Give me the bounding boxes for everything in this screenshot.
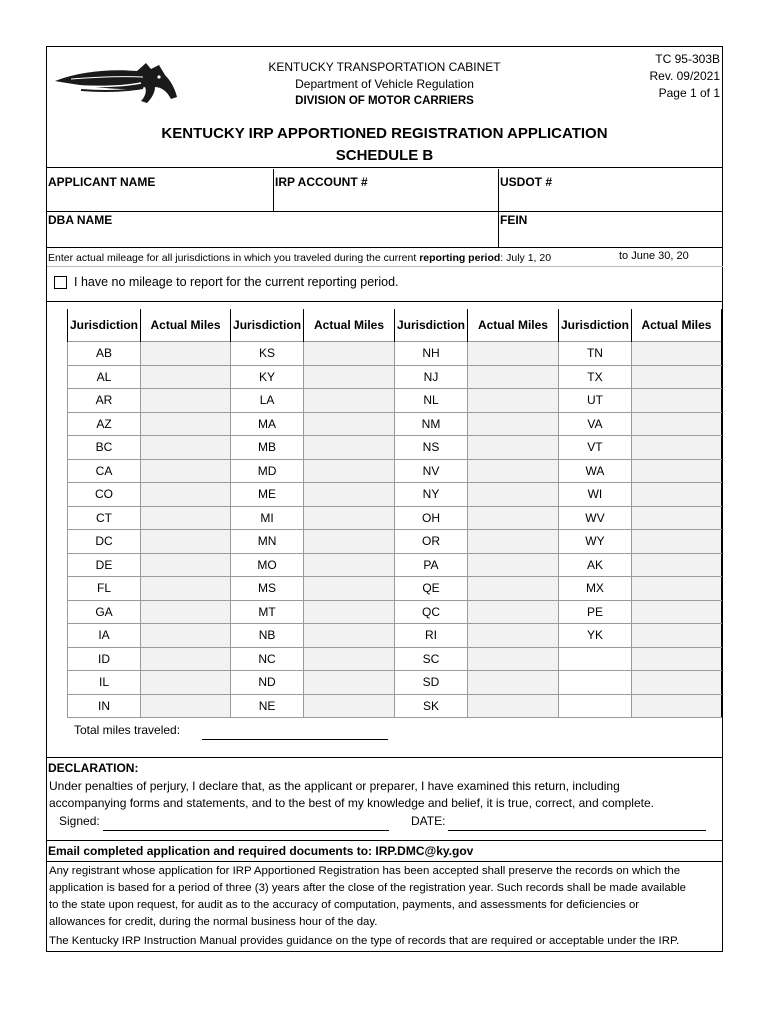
actual-miles-input[interactable]	[304, 694, 395, 718]
actual-miles-input[interactable]	[304, 436, 395, 460]
jurisdiction-code: MO	[231, 553, 304, 577]
no-mileage-label: I have no mileage to report for the current reporting period.	[74, 275, 399, 289]
actual-miles-input[interactable]	[631, 459, 721, 483]
form-title: KENTUCKY IRP APPORTIONED REGISTRATION APPLICATION	[161, 125, 608, 142]
actual-miles-input[interactable]	[141, 412, 231, 436]
jurisdiction-code: MB	[231, 436, 304, 460]
actual-miles-input[interactable]	[468, 694, 559, 718]
jurisdiction-code: OR	[394, 530, 467, 554]
jurisdiction-code: TX	[558, 365, 631, 389]
total-miles-label: Total miles traveled:	[74, 723, 181, 737]
jurisdiction-code: NS	[394, 436, 467, 460]
jurisdiction-code: AL	[68, 365, 141, 389]
col-jurisdiction-2: Jurisdiction	[231, 309, 304, 342]
actual-miles-input[interactable]	[304, 577, 395, 601]
actual-miles-input[interactable]	[304, 389, 395, 413]
actual-miles-input[interactable]	[631, 506, 721, 530]
table-row	[68, 577, 722, 601]
jurisdiction-code: MI	[231, 506, 304, 530]
jurisdiction-code: AR	[68, 389, 141, 413]
jurisdiction-code: NJ	[394, 365, 467, 389]
actual-miles-input[interactable]	[304, 624, 395, 648]
actual-miles-input[interactable]	[468, 459, 559, 483]
actual-miles-input[interactable]	[304, 530, 395, 554]
period-end-text: to June 30, 20	[619, 250, 689, 262]
records-paragraph-line-1: Any registrant whose application for IRP Apportioned Registration has been accepted shall preserve the records on which the	[49, 865, 681, 877]
actual-miles-input[interactable]	[141, 577, 231, 601]
jurisdiction-code: AZ	[68, 412, 141, 436]
actual-miles-input[interactable]	[141, 553, 231, 577]
jurisdiction-code: NM	[394, 412, 467, 436]
actual-miles-input[interactable]	[141, 506, 231, 530]
jurisdiction-code: RI	[394, 624, 467, 648]
actual-miles-input[interactable]	[141, 459, 231, 483]
jurisdiction-code: TN	[558, 342, 631, 366]
actual-miles-input[interactable]	[631, 694, 721, 718]
jurisdiction-code: NC	[231, 647, 304, 671]
jurisdiction-code: SK	[394, 694, 467, 718]
actual-miles-input[interactable]	[141, 342, 231, 366]
col-miles-1: Actual Miles	[141, 309, 231, 342]
table-row	[68, 553, 722, 577]
jurisdiction-code: NL	[394, 389, 467, 413]
records-paragraph-line-2: application is based for a period of three (3) years after the close of the registration year. Such records shall be made available	[49, 882, 686, 894]
jurisdiction-code: WI	[558, 483, 631, 507]
actual-miles-input[interactable]	[141, 436, 231, 460]
form-number: TC 95-303B	[655, 52, 720, 66]
jurisdiction-code: QC	[394, 600, 467, 624]
actual-miles-input[interactable]	[304, 365, 395, 389]
actual-miles-input[interactable]	[468, 647, 559, 671]
actual-miles-input[interactable]	[141, 624, 231, 648]
jurisdiction-code: ND	[231, 671, 304, 695]
actual-miles-input[interactable]	[468, 553, 559, 577]
signature-field[interactable]	[103, 830, 389, 831]
actual-miles-input[interactable]	[468, 600, 559, 624]
jurisdiction-code: DC	[68, 530, 141, 554]
jurisdiction-miles-table	[67, 309, 722, 718]
actual-miles-input[interactable]	[468, 389, 559, 413]
actual-miles-input[interactable]	[304, 506, 395, 530]
actual-miles-input[interactable]	[631, 553, 721, 577]
jurisdiction-code: LA	[231, 389, 304, 413]
col-miles-2: Actual Miles	[304, 309, 395, 342]
email-instruction: Email completed application and required documents to: IRP.DMC@ky.gov	[48, 844, 474, 858]
jurisdiction-code: AB	[68, 342, 141, 366]
mileage-instruction: Enter actual mileage for all jurisdictions in which you traveled during the current reporting period: July 1, 20	[48, 252, 552, 264]
actual-miles-input[interactable]	[141, 365, 231, 389]
irp-account-label: IRP ACCOUNT #	[275, 175, 368, 189]
form-subtitle: SCHEDULE B	[335, 147, 434, 164]
signed-label: Signed:	[59, 814, 100, 828]
actual-miles-input[interactable]	[468, 506, 559, 530]
table-row	[68, 436, 722, 460]
jurisdiction-code: AK	[558, 553, 631, 577]
applicant-name-label: APPLICANT NAME	[48, 175, 156, 189]
actual-miles-input[interactable]	[631, 647, 721, 671]
jurisdiction-code: MN	[231, 530, 304, 554]
table-row	[68, 412, 722, 436]
dba-name-label: DBA NAME	[48, 213, 113, 227]
actual-miles-input[interactable]	[304, 647, 395, 671]
actual-miles-input[interactable]	[141, 600, 231, 624]
actual-miles-input[interactable]	[631, 530, 721, 554]
records-paragraph-line-4: allowances for credit, during the normal business hour of the day.	[49, 916, 378, 928]
jurisdiction-code: IL	[68, 671, 141, 695]
actual-miles-input[interactable]	[141, 483, 231, 507]
jurisdiction-code: MS	[231, 577, 304, 601]
table-row	[68, 530, 722, 554]
declaration-line-2: accompanying forms and statements, and to the best of my knowledge and belief, it is true, correct, and complete.	[49, 796, 654, 810]
jurisdiction-code: VA	[558, 412, 631, 436]
usdot-label: USDOT #	[500, 175, 553, 189]
jurisdiction-code: CA	[68, 459, 141, 483]
agency-name: KENTUCKY TRANSPORTATION CABINET	[268, 60, 501, 74]
actual-miles-input[interactable]	[304, 342, 395, 366]
actual-miles-input[interactable]	[304, 553, 395, 577]
actual-miles-input[interactable]	[304, 671, 395, 695]
jurisdiction-code: CT	[68, 506, 141, 530]
actual-miles-input[interactable]	[468, 483, 559, 507]
table-row	[68, 365, 722, 389]
jurisdiction-code: IN	[68, 694, 141, 718]
jurisdiction-code: IA	[68, 624, 141, 648]
jurisdiction-code: KS	[231, 342, 304, 366]
actual-miles-input[interactable]	[631, 342, 721, 366]
actual-miles-input[interactable]	[468, 412, 559, 436]
actual-miles-input[interactable]	[304, 459, 395, 483]
table-row	[68, 624, 722, 648]
actual-miles-input[interactable]	[304, 483, 395, 507]
actual-miles-input[interactable]	[631, 412, 721, 436]
actual-miles-input[interactable]	[141, 694, 231, 718]
col-jurisdiction-1: Jurisdiction	[68, 309, 141, 342]
jurisdiction-code: QE	[394, 577, 467, 601]
actual-miles-input[interactable]	[468, 577, 559, 601]
jurisdiction-code: CO	[68, 483, 141, 507]
no-mileage-checkbox[interactable]	[54, 276, 67, 289]
jurisdiction-code: PE	[558, 600, 631, 624]
actual-miles-input[interactable]	[631, 577, 721, 601]
col-jurisdiction-3: Jurisdiction	[394, 309, 467, 342]
records-paragraph-line-3: to the state upon request, for audit as to the accuracy of computation, payments, and assessments for deficiencies or	[49, 899, 640, 911]
actual-miles-input[interactable]	[141, 647, 231, 671]
table-row	[68, 389, 722, 413]
jurisdiction-code	[558, 647, 631, 671]
jurisdiction-code	[558, 671, 631, 695]
actual-miles-input[interactable]	[468, 365, 559, 389]
table-row	[68, 506, 722, 530]
jurisdiction-code: NE	[231, 694, 304, 718]
col-miles-3: Actual Miles	[468, 309, 559, 342]
fein-label: FEIN	[500, 213, 528, 227]
table-row	[68, 459, 722, 483]
jurisdiction-code: FL	[68, 577, 141, 601]
table-row	[68, 694, 722, 718]
date-field[interactable]	[448, 830, 706, 831]
jurisdiction-code: GA	[68, 600, 141, 624]
actual-miles-input[interactable]	[631, 365, 721, 389]
table-row	[68, 647, 722, 671]
jurisdiction-code: MX	[558, 577, 631, 601]
jurisdiction-code: WV	[558, 506, 631, 530]
date-label: DATE:	[411, 814, 446, 828]
jurisdiction-code: SC	[394, 647, 467, 671]
table-row	[68, 483, 722, 507]
actual-miles-input[interactable]	[631, 389, 721, 413]
jurisdiction-code: WA	[558, 459, 631, 483]
actual-miles-input[interactable]	[141, 389, 231, 413]
jurisdiction-code: NY	[394, 483, 467, 507]
irp-schedule-b-form	[46, 46, 723, 952]
jurisdiction-code: MD	[231, 459, 304, 483]
actual-miles-input[interactable]	[141, 530, 231, 554]
actual-miles-input[interactable]	[141, 671, 231, 695]
actual-miles-input[interactable]	[468, 671, 559, 695]
jurisdiction-code: NB	[231, 624, 304, 648]
table-row	[68, 600, 722, 624]
table-row	[68, 342, 722, 366]
actual-miles-input[interactable]	[468, 530, 559, 554]
jurisdiction-code: PA	[394, 553, 467, 577]
actual-miles-input[interactable]	[631, 671, 721, 695]
actual-miles-input[interactable]	[304, 600, 395, 624]
jurisdiction-code	[558, 694, 631, 718]
jurisdiction-code: OH	[394, 506, 467, 530]
actual-miles-input[interactable]	[631, 600, 721, 624]
jurisdiction-code: MT	[231, 600, 304, 624]
declaration-line-1: Under penalties of perjury, I declare that, as the applicant or preparer, I have examined this return, including	[49, 779, 620, 793]
division-name: DIVISION OF MOTOR CARRIERS	[295, 95, 474, 107]
actual-miles-input[interactable]	[468, 342, 559, 366]
jurisdiction-code: MA	[231, 412, 304, 436]
department-name: Department of Vehicle Regulation	[295, 77, 474, 91]
jurisdiction-code: YK	[558, 624, 631, 648]
actual-miles-input[interactable]	[304, 412, 395, 436]
jurisdiction-code: WY	[558, 530, 631, 554]
page-number: Page 1 of 1	[658, 86, 720, 100]
jurisdiction-code: KY	[231, 365, 304, 389]
revision-date: Rev. 09/2021	[649, 69, 720, 83]
table-row	[68, 671, 722, 695]
jurisdiction-code: NV	[394, 459, 467, 483]
jurisdiction-code: VT	[558, 436, 631, 460]
jurisdiction-code: BC	[68, 436, 141, 460]
actual-miles-input[interactable]	[631, 624, 721, 648]
col-jurisdiction-4: Jurisdiction	[558, 309, 631, 342]
manual-guidance: The Kentucky IRP Instruction Manual provides guidance on the type of records that are required or acceptable under the IRP.	[49, 935, 680, 947]
declaration-heading: DECLARATION:	[48, 761, 139, 775]
jurisdiction-code: SD	[394, 671, 467, 695]
jurisdiction-code: UT	[558, 389, 631, 413]
actual-miles-input[interactable]	[468, 624, 559, 648]
jurisdiction-code: DE	[68, 553, 141, 577]
actual-miles-input[interactable]	[631, 483, 721, 507]
actual-miles-input[interactable]	[468, 436, 559, 460]
jurisdiction-code: ID	[68, 647, 141, 671]
actual-miles-input[interactable]	[631, 436, 721, 460]
total-miles-field[interactable]	[202, 739, 388, 740]
jurisdiction-code: ME	[231, 483, 304, 507]
jurisdiction-code: NH	[394, 342, 467, 366]
col-miles-4: Actual Miles	[631, 309, 721, 342]
